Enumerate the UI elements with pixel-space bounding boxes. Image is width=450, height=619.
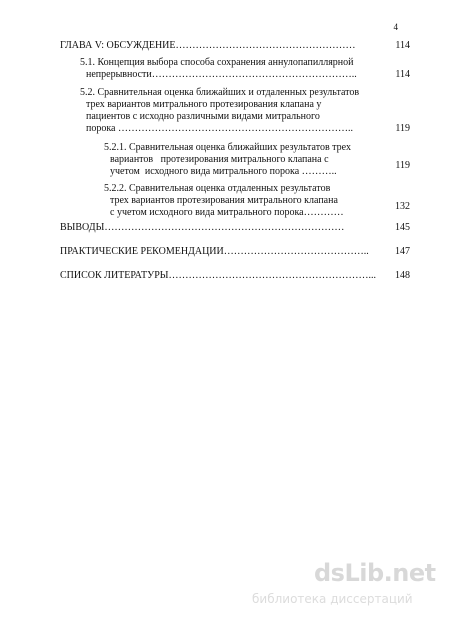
toc-5-2-2-page: 132 bbox=[395, 201, 410, 212]
toc-5-2-line1[interactable]: 5.2. Сравнительная оценка ближайших и отдаленных результатов bbox=[80, 87, 360, 98]
toc-recommendations[interactable]: ПРАКТИЧЕСКИЕ РЕКОМЕНДАЦИИ…………………………………….. bbox=[60, 246, 369, 257]
toc-5-2-2-line1[interactable]: 5.2.2. Сравнительная оценка отдаленных результатов bbox=[104, 183, 331, 194]
page-number: 4 bbox=[393, 22, 398, 32]
toc-5-2-2-line2[interactable]: трех вариантов протезирования митрального клапана bbox=[110, 195, 338, 206]
toc-5-1-line1[interactable]: 5.1. Концепция выбора способа сохранения аннулопапиллярной bbox=[80, 57, 354, 68]
toc-5-1-page: 114 bbox=[395, 69, 410, 80]
toc-5-2-page: 119 bbox=[395, 123, 410, 134]
toc-conclusions[interactable]: ВЫВОДЫ……………………………………………………………… bbox=[60, 222, 345, 233]
toc-5-2-line3[interactable]: пациентов с исходно различными видами митрального bbox=[86, 111, 320, 122]
toc-conclusions-page: 145 bbox=[395, 222, 410, 233]
watermark-logo: dsLib.net bbox=[314, 559, 436, 587]
toc-chapter-5[interactable]: ГЛАВА V: ОБСУЖДЕНИЕ……………………………………………… bbox=[60, 40, 356, 51]
toc-5-2-1-line3[interactable]: учетом исходного вида митрального порока ……….. bbox=[110, 166, 337, 177]
toc-5-2-1-line2[interactable]: вариантов протезирования митрального клапана с bbox=[110, 154, 329, 165]
toc-5-2-2-line3[interactable]: с учетом исходного вида митрального порока………… bbox=[110, 207, 344, 218]
toc-recommendations-page: 147 bbox=[395, 246, 410, 257]
toc-chapter-5-page: 114 bbox=[395, 40, 410, 51]
watermark bbox=[252, 559, 436, 611]
toc-5-1-line2[interactable]: непрерывности…………………………………………………….. bbox=[86, 69, 357, 80]
watermark-subtitle: библиотека диссертаций bbox=[252, 592, 413, 606]
toc-references-page: 148 bbox=[395, 270, 410, 281]
toc-5-2-1-line1[interactable]: 5.2.1. Сравнительная оценка ближайших результатов трех bbox=[104, 142, 351, 153]
toc-5-2-1-page: 119 bbox=[395, 160, 410, 171]
toc-references[interactable]: СПИСОК ЛИТЕРАТУРЫ……………………………………………………... bbox=[60, 270, 376, 281]
toc-5-2-line2[interactable]: трех вариантов митрального протезирования клапана у bbox=[86, 99, 322, 110]
toc-5-2-line4[interactable]: порока …………………………………………………………….. bbox=[86, 123, 353, 134]
